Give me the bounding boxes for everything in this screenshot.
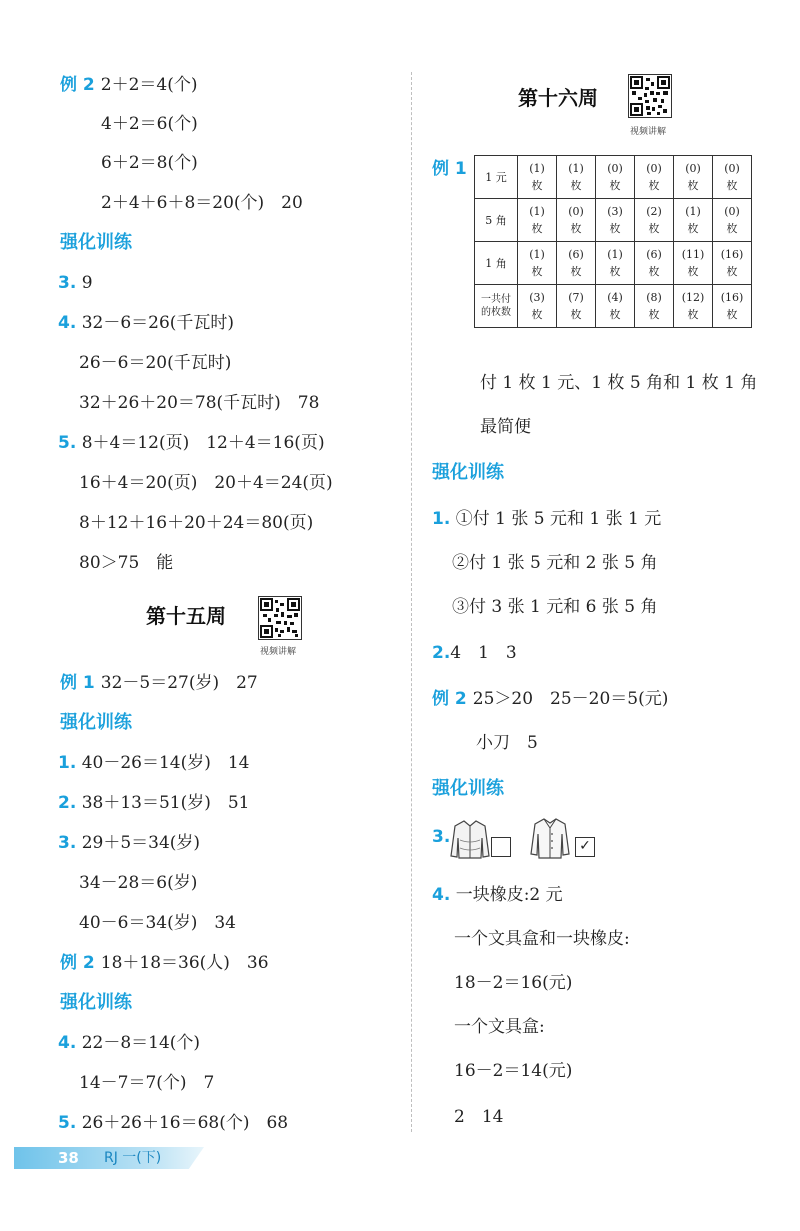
coin-table-row-header: 1 角 <box>475 242 518 285</box>
coin-count: (0) <box>724 162 740 175</box>
week-16-question-1-line-2: ②付 1 张 5 元和 2 张 5 角 <box>452 553 658 573</box>
answer-box-jacket[interactable] <box>491 837 511 857</box>
question-5-line-1: 5. 8＋4＝12(页) 12＋4＝16(页) <box>58 433 325 453</box>
question-5-line-3: 8＋12＋16＋20＋24＝80(页) <box>79 513 314 533</box>
shirt-image <box>530 816 570 864</box>
week-15-question-3-line-3: 40－6＝34(岁) 34 <box>79 913 236 933</box>
coin-count: (0) <box>724 205 740 218</box>
week-16-question-4-line-3: 18－2＝16(元) <box>454 973 573 993</box>
coin-count: (1) <box>529 248 545 261</box>
coin-count: (0) <box>568 205 584 218</box>
coin-unit: 枚 <box>687 308 699 321</box>
coin-unit: 枚 <box>609 179 621 192</box>
coin-table-cell <box>635 285 674 328</box>
week-16-question-4-line-4: 一个文具盒: <box>454 1017 545 1037</box>
coin-table-row-header: 1 元 <box>475 156 518 199</box>
week-15-question-1: 1. 40－26＝14(岁) 14 <box>58 753 250 773</box>
coin-unit: 枚 <box>570 265 582 278</box>
example-1-answer-line-1: 付 1 枚 1 元、1 枚 5 角和 1 枚 1 角 <box>480 373 758 393</box>
coin-unit: 枚 <box>609 222 621 235</box>
coin-table-row <box>475 199 752 242</box>
coin-count: (11) <box>681 248 705 261</box>
week-16-question-4-line-2: 一个文具盒和一块橡皮: <box>454 929 630 949</box>
coin-table-cell <box>635 156 674 199</box>
example-2-line-4: 2＋4＋6＋8＝20(个) 20 <box>101 193 303 213</box>
week-15-question-3-line-1: 3. 29＋5＝34(岁) <box>58 833 201 853</box>
week-16-question-4-line-5: 16－2＝14(元) <box>454 1061 573 1081</box>
coin-unit: 枚 <box>570 179 582 192</box>
coin-table <box>474 155 752 328</box>
jacket-image <box>450 818 490 864</box>
coin-count: (16) <box>720 248 744 261</box>
coin-unit: 枚 <box>609 265 621 278</box>
coin-unit: 枚 <box>726 222 738 235</box>
coin-table-cell <box>674 199 713 242</box>
coin-table-cell <box>518 285 557 328</box>
coin-count: (0) <box>646 162 662 175</box>
coin-table-cell <box>596 199 635 242</box>
coin-table-row-header: 一共付的枚数 <box>475 285 518 328</box>
question-4-line-1: 4. 32－6＝26(千瓦时) <box>58 313 235 333</box>
coin-count: (1) <box>529 162 545 175</box>
coin-table-cell <box>557 242 596 285</box>
question-4-line-3: 32＋26＋20＝78(千瓦时) 78 <box>79 393 320 413</box>
coin-table-cell <box>518 156 557 199</box>
week-15-question-4-line-1: 4. 22－8＝14(个) <box>58 1033 201 1053</box>
coin-table-cell <box>518 199 557 242</box>
coin-table-row-header: 5 角 <box>475 199 518 242</box>
question-3: 3. 9 <box>58 273 93 293</box>
qr-caption: 视频讲解 <box>260 647 297 657</box>
coin-count: (3) <box>529 291 545 304</box>
week-15-example-1: 例 1 32－5＝27(岁) 27 <box>60 673 258 693</box>
coin-unit: 枚 <box>648 222 660 235</box>
coin-table-cell <box>557 156 596 199</box>
coin-table-cell <box>596 156 635 199</box>
week-16-title: 第十六周 <box>518 86 598 110</box>
week-16-question-1-line-3: ③付 3 张 1 元和 6 张 5 角 <box>452 597 658 617</box>
coin-unit: 枚 <box>570 222 582 235</box>
question-5-line-2: 16＋4＝20(页) 20＋4＝24(页) <box>79 473 333 493</box>
page-number: 38 <box>58 1149 79 1167</box>
answer-box-shirt[interactable] <box>575 837 595 857</box>
coin-table-cell <box>557 199 596 242</box>
coin-table-cell <box>635 199 674 242</box>
coin-unit: 枚 <box>648 308 660 321</box>
coin-count: (12) <box>681 291 705 304</box>
coin-count: (2) <box>646 205 662 218</box>
qr-code-icon[interactable] <box>628 74 672 118</box>
week-16-question-4-line-1: 4. 一块橡皮:2 元 <box>432 885 563 905</box>
coin-table-cell <box>674 242 713 285</box>
week-16-question-2: 2.4 1 3 <box>432 643 517 663</box>
shirt-icon <box>530 816 570 860</box>
edition-label: RJ 一(下) <box>104 1150 162 1166</box>
question-5-line-4: 80＞75 能 <box>79 553 174 573</box>
section-heading-drill: 强化训练 <box>432 778 504 799</box>
jacket-icon <box>450 818 490 860</box>
week-16-example-1-label: 例 1 <box>432 159 467 179</box>
coin-table-cell <box>596 285 635 328</box>
coin-count: (7) <box>568 291 584 304</box>
coin-unit: 枚 <box>687 265 699 278</box>
coin-count: (6) <box>568 248 584 261</box>
coin-count: (0) <box>607 162 623 175</box>
week-16-question-1-line-1: 1. ①付 1 张 5 元和 1 张 1 元 <box>432 509 662 529</box>
example-2-line-3: 6＋2＝8(个) <box>101 153 198 173</box>
coin-table-cell <box>635 242 674 285</box>
week-16-example-2-line-2: 小刀 5 <box>476 733 538 753</box>
coin-table-row <box>475 285 752 328</box>
week-16-example-2-line-1: 例 2 25＞20 25－20＝5(元) <box>432 689 669 709</box>
coin-count: (1) <box>568 162 584 175</box>
coin-count: (3) <box>607 205 623 218</box>
example-2-line-2: 4＋2＝6(个) <box>101 114 198 134</box>
week-15-title: 第十五周 <box>146 604 226 628</box>
coin-table-cell <box>713 156 752 199</box>
example-2-label: 例 2 <box>60 75 95 95</box>
coin-unit: 枚 <box>648 265 660 278</box>
coin-unit: 枚 <box>726 265 738 278</box>
coin-unit: 枚 <box>687 179 699 192</box>
coin-table-cell <box>674 285 713 328</box>
coin-unit: 枚 <box>648 179 660 192</box>
coin-table-row <box>475 156 752 199</box>
coin-count: (4) <box>607 291 623 304</box>
coin-table-row <box>475 242 752 285</box>
coin-unit: 枚 <box>570 308 582 321</box>
coin-table-cell <box>596 242 635 285</box>
week-15-question-3-line-2: 34－28＝6(岁) <box>79 873 198 893</box>
coin-unit: 枚 <box>726 308 738 321</box>
section-heading-drill: 强化训练 <box>60 232 132 253</box>
example-2-line-1: 例 2 2＋2＝4(个) <box>60 75 198 95</box>
coin-unit: 枚 <box>531 265 543 278</box>
coin-table-cell <box>557 285 596 328</box>
section-heading-drill: 强化训练 <box>60 992 132 1013</box>
coin-table-cell <box>674 156 713 199</box>
section-heading-drill: 强化训练 <box>60 712 132 733</box>
coin-table-cell <box>713 242 752 285</box>
coin-unit: 枚 <box>609 308 621 321</box>
coin-unit: 枚 <box>726 179 738 192</box>
coin-count: (6) <box>646 248 662 261</box>
question-4-line-2: 26－6＝20(千瓦时) <box>79 353 232 373</box>
coin-count: (1) <box>529 205 545 218</box>
coin-table-cell <box>518 242 557 285</box>
coin-count: (8) <box>646 291 662 304</box>
coin-table-cell <box>713 285 752 328</box>
week-15-question-2: 2. 38＋13＝51(岁) 51 <box>58 793 250 813</box>
qr-caption: 视频讲解 <box>630 127 667 137</box>
qr-code-icon[interactable] <box>258 596 302 640</box>
week-15-question-4-line-2: 14－7＝7(个) 7 <box>79 1073 215 1093</box>
coin-count: (16) <box>720 291 744 304</box>
coin-count: (1) <box>607 248 623 261</box>
section-heading-drill: 强化训练 <box>432 462 504 483</box>
coin-unit: 枚 <box>687 222 699 235</box>
check-mark-icon: ✓ <box>579 838 591 854</box>
coin-table-cell <box>713 199 752 242</box>
week-16-question-4-line-6: 2 14 <box>454 1107 504 1127</box>
page-footer <box>14 1147 204 1169</box>
coin-unit: 枚 <box>531 308 543 321</box>
coin-count: (1) <box>685 205 701 218</box>
coin-unit: 枚 <box>531 179 543 192</box>
week-15-question-5: 5. 26＋26＋16＝68(个) 68 <box>58 1113 289 1133</box>
coin-count: (0) <box>685 162 701 175</box>
example-1-answer-line-2: 最简便 <box>480 417 531 437</box>
coin-unit: 枚 <box>531 222 543 235</box>
column-divider <box>411 72 412 1132</box>
week-16-question-3: 3. <box>432 827 451 847</box>
week-15-example-2: 例 2 18＋18＝36(人) 36 <box>60 953 269 973</box>
